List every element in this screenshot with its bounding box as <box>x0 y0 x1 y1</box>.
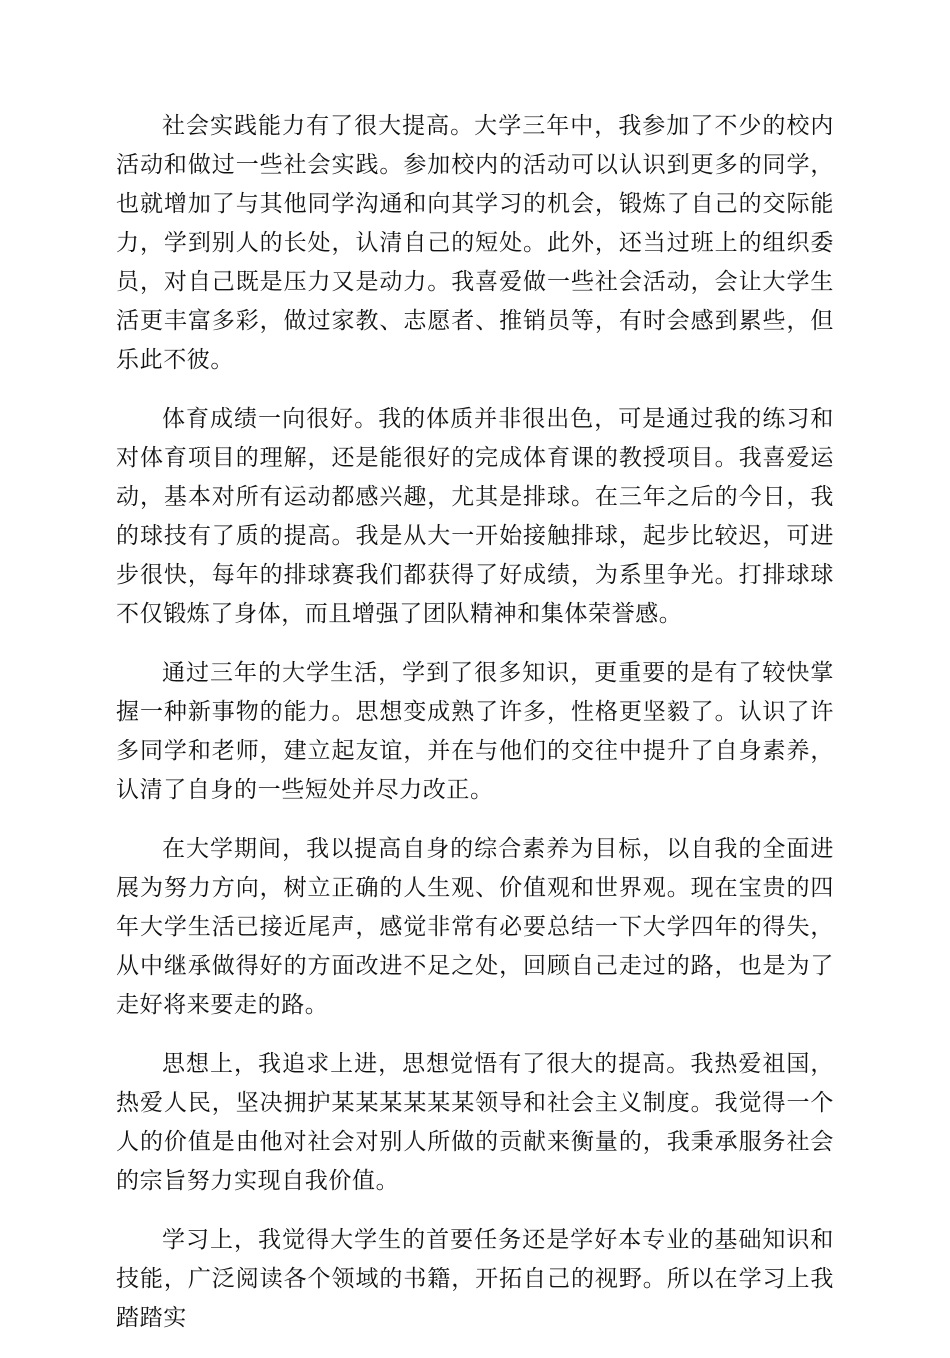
paragraph-three-years: 通过三年的大学生活，学到了很多知识，更重要的是有了较快掌握一种新事物的能力。思想变成熟了许多，性格更坚毅了。认识了许多同学和老师，建立起友谊，并在与他们的交往中提升了自身素养，认清了自身的一些短处并尽力改正。 <box>116 660 834 803</box>
paragraph-sports: 体育成绩一向很好。我的体质并非很出色，可是通过我的练习和对体育项目的理解，还是能很好的完成体育课的教授项目。我喜爱运动，基本对所有运动都感兴趣，尤其是排球。在三年之后的今日，我的球技有了质的提高。我是从大一开始接触排球，起步比较迟，可进步很快，每年的排球赛我们都获得了好成绩，为系里争光。打排球球不仅锻炼了身体，而且增强了团队精神和集体荣誉感。 <box>116 406 834 627</box>
document-page <box>116 107 834 1358</box>
paragraph-university-period: 在大学期间，我以提高自身的综合素养为目标，以自我的全面进展为努力方向，树立正确的人生观、价值观和世界观。现在宝贵的四年大学生活已接近尾声，感觉非常有必要总结一下大学四年的得失，从中继承做得好的方面改进不足之处，回顾自己走过的路，也是为了走好将来要走的路。 <box>116 836 834 1018</box>
paragraph-social-practice: 社会实践能力有了很大提高。大学三年中，我参加了不少的校内活动和做过一些社会实践。参加校内的活动可以认识到更多的同学，也就增加了与其他同学沟通和向其学习的机会，锻炼了自己的交际能力，学到别人的长处，认清自己的短处。此外，还当过班上的组织委员，对自己既是压力又是动力。我喜爱做一些社会活动，会让大学生活更丰富多彩，做过家教、志愿者、推销员等，有时会感到累些，但乐此不彼。 <box>116 113 834 373</box>
paragraph-study: 学习上，我觉得大学生的首要任务还是学好本专业的基础知识和技能，广泛阅读各个领域的书籍，开拓自己的视野。所以在学习上我踏踏实 <box>116 1227 834 1331</box>
paragraph-ideology: 思想上，我追求上进，思想觉悟有了很大的提高。我热爱祖国，热爱人民，坚决拥护某某某某某某领导和社会主义制度。我觉得一个人的价值是由他对社会对别人所做的贡献来衡量的，我秉承服务社会的宗旨努力实现自我价值。 <box>116 1051 834 1194</box>
